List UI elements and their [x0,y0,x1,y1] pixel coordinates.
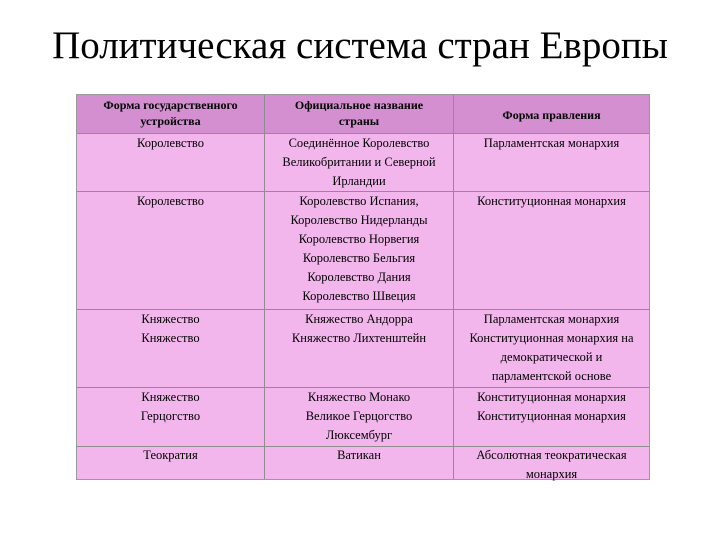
header-line: устройства [140,114,201,128]
cell-line: Абсолютная теократическая [476,448,627,462]
cell-line: Парламентская монархия [483,312,620,326]
cell-line: Княжество Монако [307,390,411,404]
table-cell [77,310,264,348]
cell-line: Княжество [141,312,200,326]
page-title: Политическая система стран Европы [52,24,668,67]
table-cell [265,134,453,191]
table-cell [454,446,649,484]
cell-line: Ирландии [332,174,386,188]
cell-line: Ватикан [337,448,381,462]
cell-line: Герцогство [140,409,201,423]
cell-line: Люксембург [325,428,393,442]
table-cell [265,310,453,348]
cell-line: Княжество Лихтенштейн [291,331,427,345]
cell-line: Конституционная монархия [477,390,626,404]
cell-line: Королевство Швеция [302,289,416,303]
cell-line: Княжество [141,390,200,404]
cell-line: Королевство Испания, [299,194,419,208]
table-cell [265,192,453,306]
table-cell [265,446,453,465]
table-cell [77,388,264,426]
cell-line: Конституционная монархия [477,409,626,423]
header-line: страны [338,114,380,128]
cell-line: Великое Герцогство [305,409,413,423]
cell-line: Парламентская монархия [483,136,620,150]
cell-line: Соединённое Королевство [288,136,430,150]
header-line: Форма правления [502,108,601,122]
header-government-form [454,107,649,123]
cell-line: Королевство Норвегия [298,232,420,246]
table-cell [454,388,649,426]
cell-line: Княжество [141,331,200,345]
header-line: Форма государственного [103,98,238,112]
cell-line: Королевство Дания [307,270,411,284]
table-cell [265,388,453,445]
government-table [76,94,650,480]
cell-line: монархия [525,467,578,481]
table-cell [77,446,264,465]
table-cell [454,192,649,211]
cell-line: Королевство [137,194,204,208]
cell-line: Конституционная монархия [477,194,626,208]
cell-line: парламентской основе [491,369,612,383]
table-cell [77,134,264,153]
cell-line: Конституционная монархия на [469,331,634,345]
header-country-name [265,97,453,129]
cell-line: Королевство [137,136,204,150]
header-line: Официальное название [294,98,424,112]
table-cell [454,134,649,153]
cell-line: Княжество Андорра [305,312,413,326]
cell-line: демократической и [500,350,603,364]
cell-line: Королевство Бельгия [302,251,416,265]
cell-line: Теократия [143,448,198,462]
table-cell [454,310,649,386]
cell-line: Великобритании и Северной [282,155,436,169]
table-cell [77,192,264,211]
header-state-structure [77,97,264,129]
cell-line: Королевство Нидерланды [290,213,428,227]
